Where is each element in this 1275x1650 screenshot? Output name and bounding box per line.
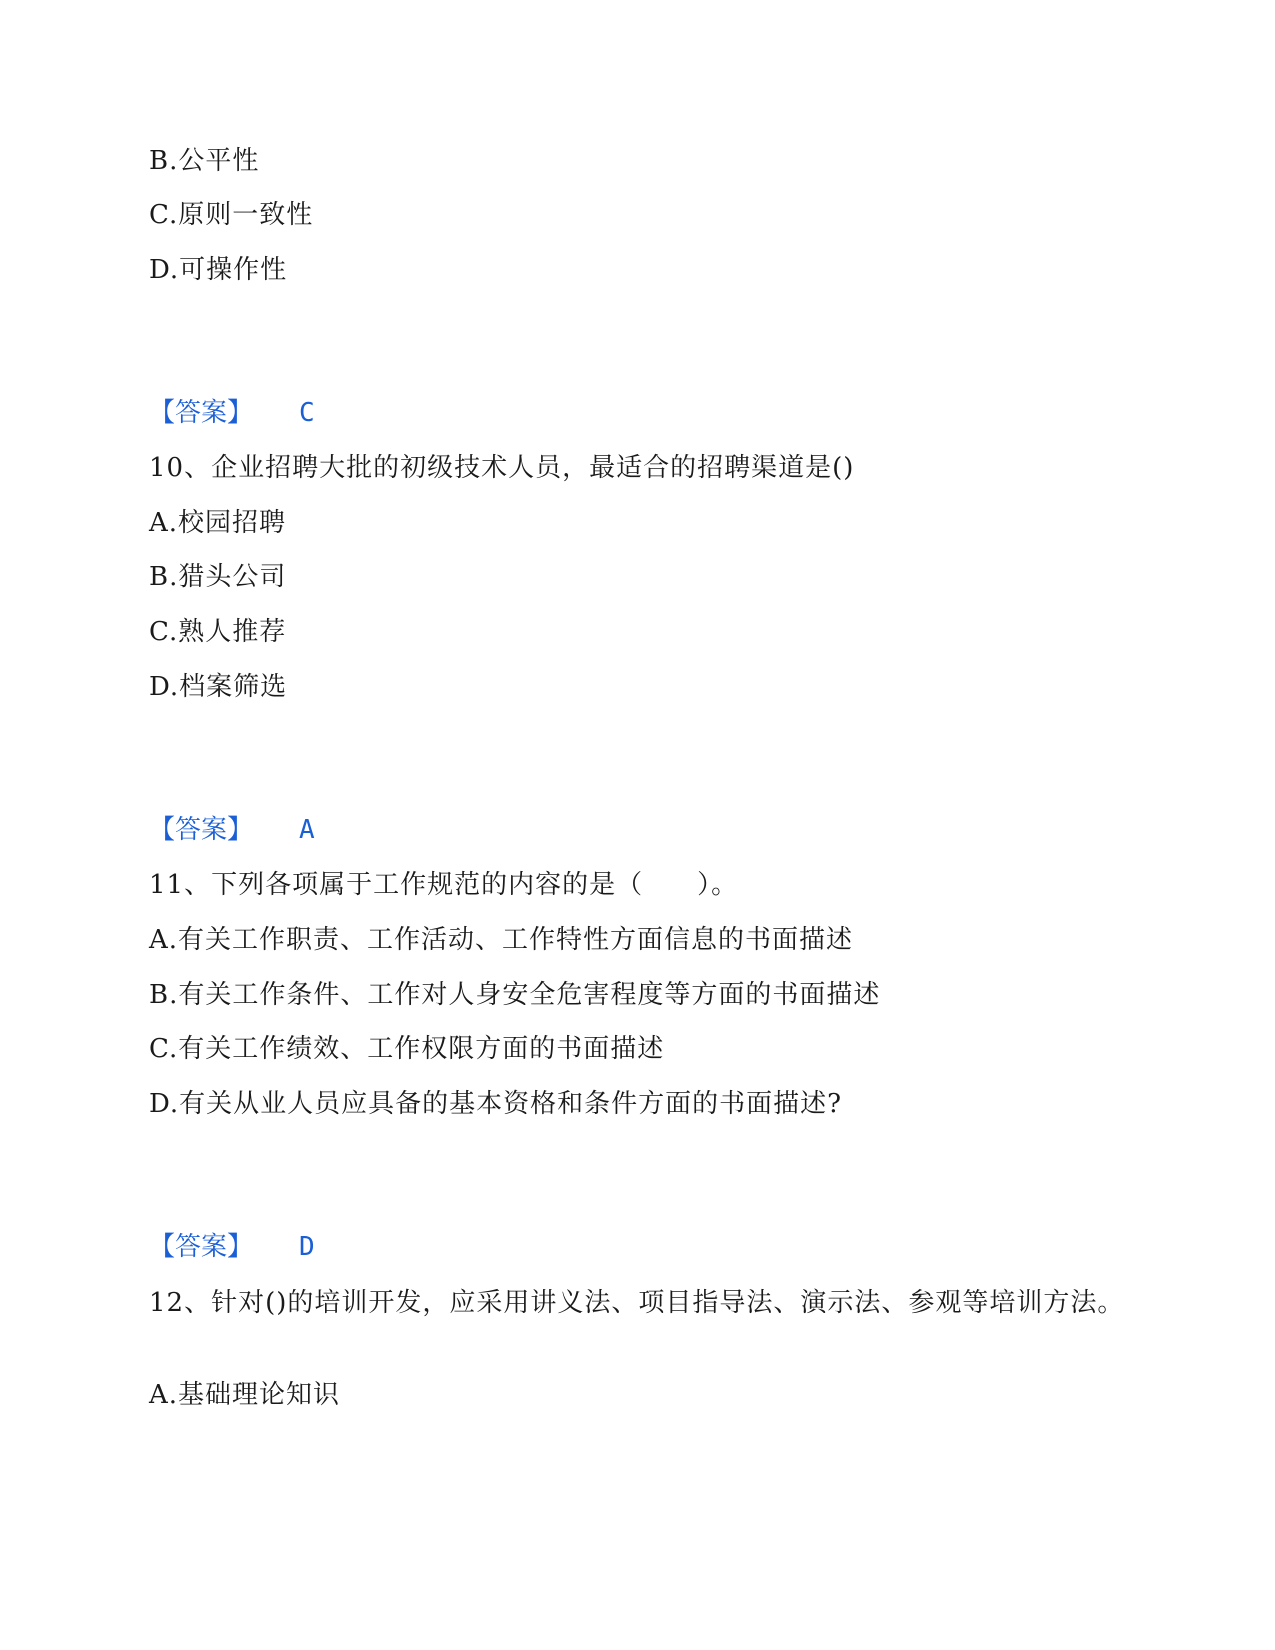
option-b: B.公平性 (149, 146, 260, 176)
option-d: D.可操作性 (149, 255, 288, 285)
option-a: A.校园招聘 (149, 508, 287, 538)
answer-label: 【答案】 (149, 815, 254, 845)
answer-value: D (299, 1232, 315, 1262)
answer-row (149, 398, 315, 428)
option-c: C.原则一致性 (149, 200, 314, 230)
option-c: C.熟人推荐 (149, 617, 287, 647)
answer-value: A (299, 815, 315, 845)
answer-value: C (299, 398, 315, 428)
option-d: D.有关从业人员应具备的基本资格和条件方面的书面描述? (149, 1089, 843, 1119)
answer-row (149, 1232, 315, 1262)
option-a: A.有关工作职责、工作活动、工作特性方面信息的书面描述 (149, 925, 854, 955)
option-c: C.有关工作绩效、工作权限方面的书面描述 (149, 1034, 665, 1064)
option-b: B.有关工作条件、工作对人身安全危害程度等方面的书面描述 (149, 980, 881, 1010)
answer-label: 【答案】 (149, 398, 254, 428)
question-stem: 10、企业招聘大批的初级技术人员，最适合的招聘渠道是() (149, 453, 855, 483)
question-stem: 12、针对()的培训开发，应采用讲义法、项目指导法、演示法、参观等培训方法。 (149, 1288, 1125, 1318)
answer-row (149, 815, 315, 845)
question-stem: 11、下列各项属于工作规范的内容的是（ ）。 (149, 870, 739, 900)
option-d: D.档案筛选 (149, 672, 288, 702)
answer-label: 【答案】 (149, 1232, 254, 1262)
option-b: B.猎头公司 (149, 562, 287, 592)
option-a: A.基础理论知识 (149, 1380, 341, 1410)
